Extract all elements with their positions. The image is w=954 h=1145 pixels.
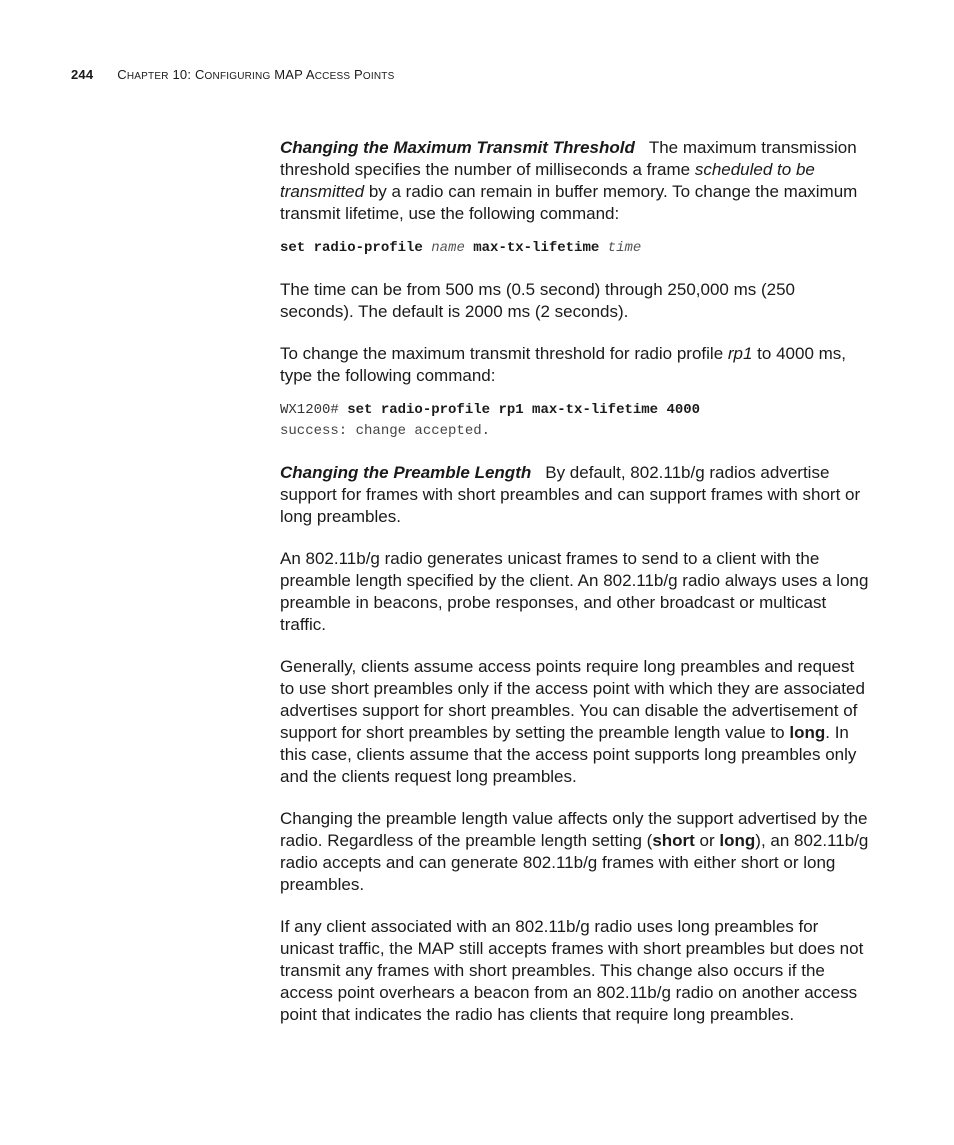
- preamble-paragraph-5: If any client associated with an 802.11b/g radio uses long preambles for unicast traffic, the MAP still accepts frames with short preambles but does not transmit any frames with short preambles. This change also occurs if the access point overhears a beacon from an 802.11b/g radio on another access point that indicates the radio has clients that require long preambles.: [280, 917, 864, 1024]
- command-syntax: set radio-profile name max-tx-lifetime time: [280, 240, 642, 256]
- example-intro: To change the maximum transmit threshold for radio profile rp1 to 4000 ms, type the following command:: [280, 344, 847, 385]
- page-number: 244: [71, 67, 94, 82]
- time-range-paragraph: The time can be from 500 ms (0.5 second) through 250,000 ms (250 seconds). The default is 2000 ms (2 seconds).: [280, 280, 795, 321]
- max-transmit-intro: Changing the Maximum Transmit Threshold The maximum transmission threshold specifies the number of milliseconds a frame scheduled to be transmitted by a radio can remain in buffer memory. To change the maximum transmit lifetime, use the following command:: [280, 138, 858, 223]
- chapter-title: CHAPTER 10: CONFIGURING MAP ACCESS POINTS: [117, 67, 395, 82]
- page-body: [280, 137, 870, 1046]
- page-header: [71, 67, 394, 82]
- preamble-intro: Changing the Preamble Length By default, 802.11b/g radios advertise support for frames with short preambles and can support frames with short or long preambles.: [280, 463, 861, 526]
- command-example: WX1200# set radio-profile rp1 max-tx-lifetime 4000 success: change accepted.: [280, 402, 701, 439]
- preamble-paragraph-3: Generally, clients assume access points require long preambles and request to use short preambles only if the access point with which they are associated advertises support for short preambles. You can disable the advertisement of support for short preambles by setting the preamble length value to long. In this case, clients assume that the access point supports long preambles only and the clients request long preambles.: [280, 657, 865, 786]
- section-heading-max-transmit: Changing the Maximum Transmit Threshold: [280, 138, 635, 157]
- section-heading-preamble: Changing the Preamble Length: [280, 463, 532, 482]
- preamble-paragraph-4: Changing the preamble length value affects only the support advertised by the radio. Regardless of the preamble length setting (short or long), an 802.11b/g radio accepts and can generate 802.11b/g frames with either short or long preambles.: [280, 809, 869, 894]
- preamble-paragraph-2: An 802.11b/g radio generates unicast frames to send to a client with the preamble length specified by the client. An 802.11b/g radio always uses a long preamble in beacons, probe responses, and other broadcast or multicast traffic.: [280, 549, 869, 634]
- command-output: success: change accepted.: [280, 423, 491, 439]
